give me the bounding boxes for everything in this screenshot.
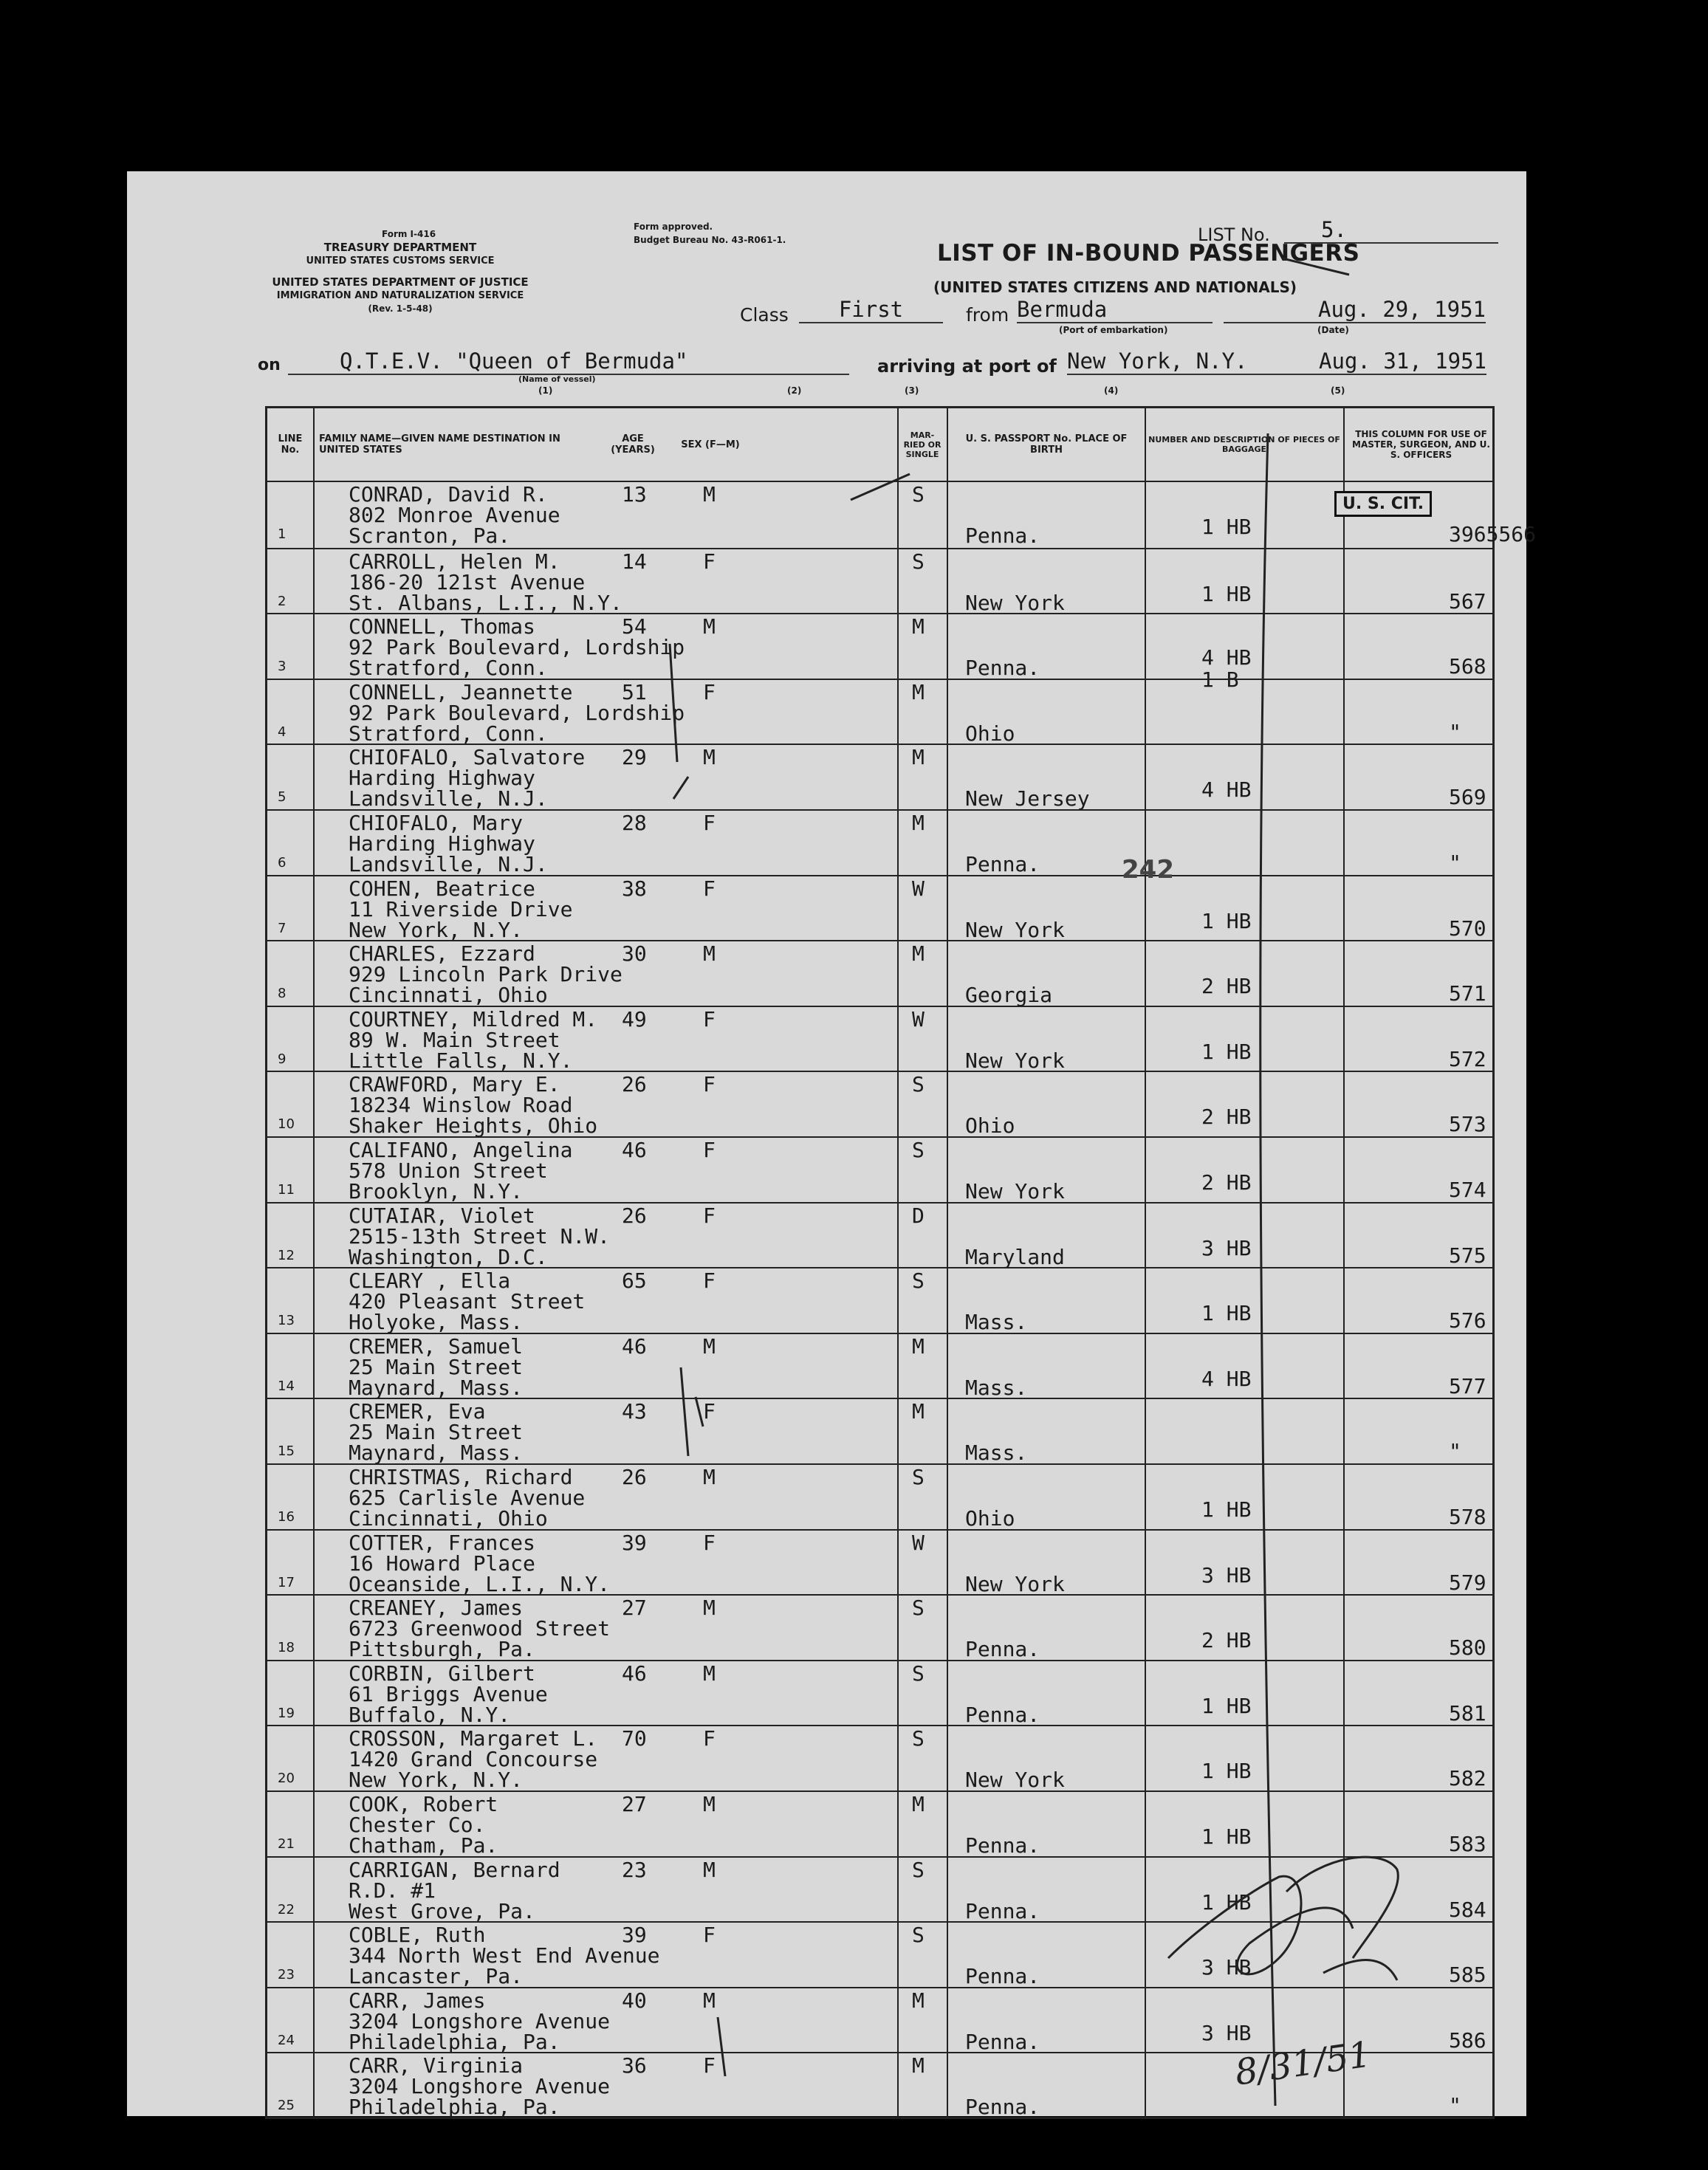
age: 39 <box>622 1923 647 1948</box>
place-of-birth: Maryland <box>965 1244 1065 1269</box>
header-baggage: NUMBER AND DESCRIPTION OF PIECES OF BAGGAGE <box>1148 435 1340 454</box>
address-city: Maynard, Mass. <box>349 1375 524 1400</box>
place-of-birth: Ohio <box>965 1113 1015 1139</box>
address-city: Landsville, N.J. <box>349 786 548 811</box>
address-city: Holyoke, Mass. <box>349 1310 524 1335</box>
address-city: St. Albans, L.I., N.Y. <box>349 590 623 615</box>
age: 43 <box>622 1399 647 1424</box>
page-subtitle: (UNITED STATES CITIZENS AND NATIONALS) <box>933 278 1297 296</box>
address-street: Harding Highway <box>349 766 535 791</box>
passenger-name: CONNELL, Thomas <box>349 614 535 639</box>
class-value: First <box>799 297 943 323</box>
vessel-name: Q.T.E.V. "Queen of Bermuda" <box>288 348 849 375</box>
address-street: 625 Carlisle Avenue <box>349 1486 586 1510</box>
baggage-1: 3 HB <box>1201 1955 1252 1980</box>
line-no: 2 <box>278 593 287 609</box>
age: 65 <box>622 1268 647 1294</box>
place-of-birth: Mass. <box>965 1441 1028 1466</box>
address-street: 92 Park Boulevard, Lordship <box>349 700 685 725</box>
address-city: Pittsburgh, Pa. <box>349 1637 535 1662</box>
sex: M <box>703 941 716 966</box>
baggage-1: 4 HB <box>1201 645 1252 670</box>
address-street: 3204 Longshore Avenue <box>349 2074 611 2099</box>
form-number: Form I-416 <box>382 229 436 239</box>
address-street: 6723 Greenwood Street <box>349 1616 611 1641</box>
marital-status: S <box>912 549 925 574</box>
col-number-1: (1) <box>538 385 553 396</box>
line-no: 5 <box>278 789 287 806</box>
address-street: 25 Main Street <box>349 1354 524 1379</box>
passenger-name: CREMER, Eva <box>349 1399 486 1424</box>
place-of-birth: Georgia <box>965 983 1053 1008</box>
place-of-birth: New York <box>965 1179 1065 1204</box>
marital-status: S <box>912 1596 925 1621</box>
passenger-name: CRAWFORD, Mary E. <box>349 1072 560 1097</box>
col-number-4: (4) <box>1104 385 1119 396</box>
marital-status: M <box>912 811 925 835</box>
officer-number: 585 <box>1449 1963 1486 1988</box>
age: 23 <box>622 1857 647 1882</box>
address-street: R.D. #1 <box>349 1878 436 1903</box>
officer-number: 577 <box>1449 1373 1486 1398</box>
line-no: 20 <box>278 1771 295 1787</box>
header-sex: SEX (F—M) <box>681 439 740 450</box>
sex: M <box>703 745 716 770</box>
officer-number: 571 <box>1449 981 1486 1006</box>
baggage-1: 1 HB <box>1201 1824 1252 1849</box>
on-label: on <box>258 356 281 374</box>
line-no: 12 <box>278 1247 295 1263</box>
list-no-label: LIST No. <box>1198 224 1270 245</box>
marital-status: M <box>912 1399 925 1424</box>
sex: F <box>703 1203 716 1228</box>
place-of-birth: Ohio <box>965 721 1015 746</box>
line-no: 19 <box>278 1705 295 1721</box>
marital-status: S <box>912 1072 925 1097</box>
justice-line-1: UNITED STATES DEPARTMENT OF JUSTICE <box>272 275 529 289</box>
baggage-1: 4 HB <box>1201 777 1252 803</box>
baggage-1: 1 HB <box>1201 1889 1252 1915</box>
officer-number: 567 <box>1449 588 1486 614</box>
address-street: Harding Highway <box>349 831 535 856</box>
officer-number: 568 <box>1449 654 1486 679</box>
passenger-name: CARRIGAN, Bernard <box>349 1857 560 1882</box>
address-city: Shaker Heights, Ohio <box>349 1113 598 1139</box>
line-no: 24 <box>278 2032 295 2048</box>
baggage-1: 1 HB <box>1201 1693 1252 1718</box>
place-of-birth: New York <box>965 1571 1065 1596</box>
marital-status: S <box>912 1465 925 1489</box>
sex: M <box>703 614 716 639</box>
officer-number: 584 <box>1449 1897 1486 1922</box>
place-of-birth: Ohio <box>965 1506 1015 1531</box>
address-city: Cincinnati, Ohio <box>349 983 548 1008</box>
place-of-birth: New Jersey <box>965 786 1090 811</box>
baggage-1: 1 HB <box>1201 1497 1252 1522</box>
place-of-birth: Penna. <box>965 1898 1040 1923</box>
passenger-name: CUTAIAR, Violet <box>349 1203 535 1228</box>
list-no-value: 5. <box>1284 217 1498 244</box>
baggage-1: 3 HB <box>1201 1562 1252 1587</box>
baggage-1: 3 HB <box>1201 2020 1252 2045</box>
from-label: from <box>966 304 1009 326</box>
passenger-name: CARR, Virginia <box>349 2053 524 2078</box>
officer-number: 580 <box>1449 1635 1486 1661</box>
marital-status: D <box>912 1203 925 1228</box>
address-city: Oceanside, L.I., N.Y. <box>349 1571 611 1596</box>
passenger-name: CONNELL, Jeannette <box>349 679 573 704</box>
address-street: 11 Riverside Drive <box>349 896 573 921</box>
manifest-page <box>127 171 1537 2120</box>
passenger-name: COTTER, Frances <box>349 1530 535 1555</box>
place-of-birth: New York <box>965 1768 1065 1793</box>
age: 54 <box>622 614 647 639</box>
age: 13 <box>622 482 647 507</box>
address-street: 61 Briggs Avenue <box>349 1681 548 1706</box>
address-city: Stratford, Conn. <box>349 656 548 681</box>
line-no: 8 <box>278 986 287 1002</box>
passenger-name: CARROLL, Helen M. <box>349 549 560 574</box>
age: 14 <box>622 549 647 574</box>
page-title: LIST OF IN-BOUND PASSENGERS <box>937 240 1360 267</box>
arriving-label: arriving at port of <box>877 356 1057 377</box>
marital-status: W <box>912 1530 925 1555</box>
address-city: Lancaster, Pa. <box>349 1964 524 1989</box>
passenger-name: CHIOFALO, Salvatore <box>349 745 586 770</box>
sex: M <box>703 1465 716 1489</box>
age: 51 <box>622 679 647 704</box>
sex: F <box>703 679 716 704</box>
sex: F <box>703 1268 716 1294</box>
line-no: 23 <box>278 1967 295 1983</box>
marital-status: S <box>912 482 925 507</box>
passenger-name: CHIOFALO, Mary <box>349 811 524 835</box>
officer-number: 576 <box>1449 1308 1486 1333</box>
place-of-birth: New York <box>965 917 1065 942</box>
marital-status: S <box>912 1857 925 1882</box>
line-no: 4 <box>278 724 287 740</box>
officer-number: 581 <box>1449 1700 1486 1726</box>
address-city: Philadelphia, Pa. <box>349 2095 560 2120</box>
age: 26 <box>622 1072 647 1097</box>
address-city: New York, N.Y. <box>349 917 524 942</box>
sex: F <box>703 1006 716 1031</box>
address-street: 92 Park Boulevard, Lordship <box>349 635 685 660</box>
address-city: Chatham, Pa. <box>349 1833 498 1858</box>
age: 46 <box>622 1333 647 1359</box>
line-no: 11 <box>278 1182 295 1198</box>
age: 27 <box>622 1792 647 1816</box>
age: 46 <box>622 1138 647 1162</box>
place-of-birth: Penna. <box>965 1964 1040 1989</box>
date-value: Aug. 29, 1951 <box>1224 297 1486 323</box>
passenger-name: CORBIN, Gilbert <box>349 1661 535 1686</box>
officer-number: " <box>1449 851 1461 875</box>
age: 27 <box>622 1596 647 1621</box>
baggage-1: 3 HB <box>1201 1235 1252 1260</box>
age: 30 <box>622 941 647 966</box>
line-no: 6 <box>278 855 287 871</box>
address-street: 929 Lincoln Park Drive <box>349 962 623 987</box>
line-no: 10 <box>278 1116 295 1133</box>
sex: F <box>703 1923 716 1948</box>
address-street: 802 Monroe Avenue <box>349 503 560 527</box>
marital-status: S <box>912 1661 925 1686</box>
arrival-date: Aug. 31, 1951 <box>1281 348 1486 375</box>
marital-status: M <box>912 614 925 639</box>
officer-number: 573 <box>1449 1112 1486 1137</box>
place-of-birth: Mass. <box>965 1375 1028 1400</box>
treasury-line-1: TREASURY DEPARTMENT <box>323 241 477 254</box>
officer-number: 569 <box>1449 785 1486 810</box>
officer-number: 578 <box>1449 1505 1486 1529</box>
sex: F <box>703 1138 716 1162</box>
handwritten-marks <box>127 171 1526 2120</box>
officer-number: 575 <box>1449 1243 1486 1268</box>
handwritten-date: 8/31/51 <box>1232 2033 1374 2094</box>
officer-number: " <box>1449 1439 1461 1464</box>
passenger-name: CREANEY, James <box>349 1596 524 1621</box>
sex: F <box>703 1530 716 1555</box>
form-approved: Form approved. <box>634 222 713 232</box>
line-no: 7 <box>278 920 287 936</box>
sex: F <box>703 1399 716 1424</box>
address-street: 89 W. Main Street <box>349 1027 560 1052</box>
age: 46 <box>622 1661 647 1686</box>
col-number-2: (2) <box>787 385 802 396</box>
header-age: AGE (YEARS) <box>611 433 655 456</box>
port-embarkation-caption: (Port of embarkation) <box>1059 325 1168 335</box>
address-street: 344 North West End Avenue <box>349 1943 660 1968</box>
line-no: 14 <box>278 1378 295 1394</box>
header-officers: THIS COLUMN FOR USE OF MASTER, SURGEON, AND U. S. OFFICERS <box>1352 429 1490 460</box>
age: 26 <box>622 1203 647 1228</box>
officer-number: " <box>1449 2093 1461 2118</box>
age: 26 <box>622 1465 647 1489</box>
address-city: Cincinnati, Ohio <box>349 1506 548 1531</box>
line-no: 25 <box>278 2098 295 2114</box>
line-no: 22 <box>278 1901 295 1917</box>
officer-number: 570 <box>1449 916 1486 941</box>
marital-status: S <box>912 1726 925 1751</box>
address-street: 16 Howard Place <box>349 1551 535 1576</box>
line-no: 21 <box>278 1836 295 1852</box>
sex: F <box>703 549 716 574</box>
marital-status: M <box>912 745 925 770</box>
age: 70 <box>622 1726 647 1751</box>
sex: M <box>703 1596 716 1621</box>
marital-status: S <box>912 1268 925 1294</box>
address-city: New York, N.Y. <box>349 1768 524 1793</box>
header-passport: U. S. PASSPORT No. PLACE OF BIRTH <box>965 433 1128 456</box>
address-street: 18234 Winslow Road <box>349 1093 573 1118</box>
date-caption: (Date) <box>1317 325 1349 335</box>
baggage-1: 1 HB <box>1201 908 1252 933</box>
address-street: 2515-13th Street N.W. <box>349 1223 611 1249</box>
place-of-birth: Penna. <box>965 1833 1040 1858</box>
baggage-1: 2 HB <box>1201 974 1252 999</box>
sex: F <box>703 876 716 901</box>
baggage-1: 2 HB <box>1201 1628 1252 1653</box>
address-street: 1420 Grand Concourse <box>349 1747 598 1772</box>
line-no: 9 <box>278 1051 287 1067</box>
justice-line-3: (Rev. 1-5-48) <box>368 303 433 314</box>
place-of-birth: New York <box>965 590 1065 615</box>
passenger-name: CONRAD, David R. <box>349 482 548 507</box>
us-cit-stamp: U. S. CIT. <box>1334 491 1432 517</box>
passenger-name: COBLE, Ruth <box>349 1923 486 1948</box>
place-of-birth: Penna. <box>965 2029 1040 2054</box>
line-no: 17 <box>278 1574 295 1590</box>
age: 39 <box>622 1530 647 1555</box>
line-no: 16 <box>278 1509 295 1525</box>
baggage-1: 1 HB <box>1201 515 1252 539</box>
passenger-name: CALIFANO, Angelina <box>349 1138 573 1162</box>
vessel-caption: (Name of vessel) <box>518 374 596 384</box>
marital-status: S <box>912 1923 925 1948</box>
baggage-1: 2 HB <box>1201 1170 1252 1195</box>
address-city: Philadelphia, Pa. <box>349 2029 560 2054</box>
address-city: Landsville, N.J. <box>349 852 548 876</box>
line-no: 18 <box>278 1640 295 1656</box>
arrival-port: New York, N.Y. <box>1067 348 1281 375</box>
officer-number: 572 <box>1449 1046 1486 1071</box>
sex: M <box>703 1333 716 1359</box>
marital-status: M <box>912 679 925 704</box>
marital-status: M <box>912 1792 925 1816</box>
place-of-birth: Penna. <box>965 656 1040 681</box>
baggage-1: 2 HB <box>1201 1105 1252 1130</box>
baggage-1: 1 HB <box>1201 1759 1252 1784</box>
age: 29 <box>622 745 647 770</box>
age: 40 <box>622 1988 647 2013</box>
address-street: 186-20 121st Avenue <box>349 569 586 594</box>
age: 38 <box>622 876 647 901</box>
col-number-3: (3) <box>905 385 919 396</box>
passenger-name: CROSSON, Margaret L. <box>349 1726 598 1751</box>
line-no: 1 <box>278 526 287 542</box>
officer-number: 586 <box>1449 2027 1486 2053</box>
baggage-2: 1 B <box>1201 667 1239 693</box>
marital-status: M <box>912 1988 925 2013</box>
sex: M <box>703 482 716 507</box>
baggage-1: 1 HB <box>1201 1301 1252 1326</box>
baggage-1: 1 HB <box>1201 581 1252 606</box>
officer-number: " <box>1449 719 1461 744</box>
address-city: Stratford, Conn. <box>349 721 548 746</box>
treasury-line-2: UNITED STATES CUSTOMS SERVICE <box>306 255 495 267</box>
from-value: Bermuda <box>1017 297 1213 323</box>
address-city: Buffalo, N.Y. <box>349 1702 511 1727</box>
sex: F <box>703 1726 716 1751</box>
sex: F <box>703 1072 716 1097</box>
sex: M <box>703 1661 716 1686</box>
header-name: FAMILY NAME—GIVEN NAME DESTINATION IN UNITED STATES <box>319 433 560 456</box>
officer-number: 583 <box>1449 1832 1486 1856</box>
sex: M <box>703 1857 716 1882</box>
address-city: Washington, D.C. <box>349 1244 548 1269</box>
place-of-birth: New York <box>965 1048 1065 1073</box>
address-city: Scranton, Pa. <box>349 523 511 548</box>
line-no: 15 <box>278 1443 295 1460</box>
marital-status: M <box>912 1333 925 1359</box>
address-city: Little Falls, N.Y. <box>349 1048 573 1073</box>
sex: F <box>703 2053 716 2078</box>
sex: M <box>703 1988 716 2013</box>
address-street: 25 Main Street <box>349 1420 524 1445</box>
header-married: MAR- RIED OR SINGLE <box>903 430 942 459</box>
place-of-birth: Penna. <box>965 1637 1040 1662</box>
age: 28 <box>622 811 647 835</box>
age: 36 <box>622 2053 647 2078</box>
passenger-name: CLEARY , Ella <box>349 1268 511 1294</box>
officer-number: 579 <box>1449 1570 1486 1595</box>
officer-number: 3965566 <box>1449 522 1537 546</box>
address-street: Chester Co. <box>349 1813 486 1837</box>
passenger-name: CHARLES, Ezzard <box>349 941 535 966</box>
marital-status: W <box>912 876 925 901</box>
baggage-1: 1 HB <box>1201 1039 1252 1064</box>
marital-status: S <box>912 1138 925 1162</box>
passenger-name: COOK, Robert <box>349 1792 498 1816</box>
sex: M <box>703 1792 716 1816</box>
passenger-name: CREMER, Samuel <box>349 1333 524 1359</box>
passenger-name: COURTNEY, Mildred M. <box>349 1006 598 1031</box>
marital-status: M <box>912 941 925 966</box>
officer-number: 582 <box>1449 1766 1486 1791</box>
officer-number: 574 <box>1449 1178 1486 1202</box>
address-street: 3204 Longshore Avenue <box>349 2008 611 2033</box>
budget-bureau: Budget Bureau No. 43-R061-1. <box>634 235 786 245</box>
passenger-name: COHEN, Beatrice <box>349 876 535 901</box>
address-city: Brooklyn, N.Y. <box>349 1179 524 1204</box>
line-no: 13 <box>278 1313 295 1329</box>
class-label: Class <box>740 304 789 326</box>
passenger-name: CARR, James <box>349 1988 486 2013</box>
baggage-1: 4 HB <box>1201 1366 1252 1391</box>
place-of-birth: Mass. <box>965 1310 1028 1335</box>
justice-line-2: IMMIGRATION AND NATURALIZATION SERVICE <box>276 290 524 301</box>
address-city: West Grove, Pa. <box>349 1898 535 1923</box>
line-no: 3 <box>278 659 287 675</box>
marital-status: M <box>912 2053 925 2078</box>
address-street: 578 Union Street <box>349 1158 548 1183</box>
address-city: Maynard, Mass. <box>349 1441 524 1466</box>
place-of-birth: Penna. <box>965 2095 1040 2120</box>
stamped-number: 242 <box>1122 855 1174 885</box>
marital-status: W <box>912 1006 925 1031</box>
age: 49 <box>622 1006 647 1031</box>
place-of-birth: Penna. <box>965 1702 1040 1727</box>
header-line-no: LINE No. <box>278 433 303 456</box>
place-of-birth: Penna. <box>965 852 1040 876</box>
passenger-name: CHRISTMAS, Richard <box>349 1465 573 1489</box>
sex: F <box>703 811 716 835</box>
col-number-5: (5) <box>1331 385 1345 396</box>
address-street: 420 Pleasant Street <box>349 1289 586 1314</box>
place-of-birth: Penna. <box>965 523 1040 548</box>
